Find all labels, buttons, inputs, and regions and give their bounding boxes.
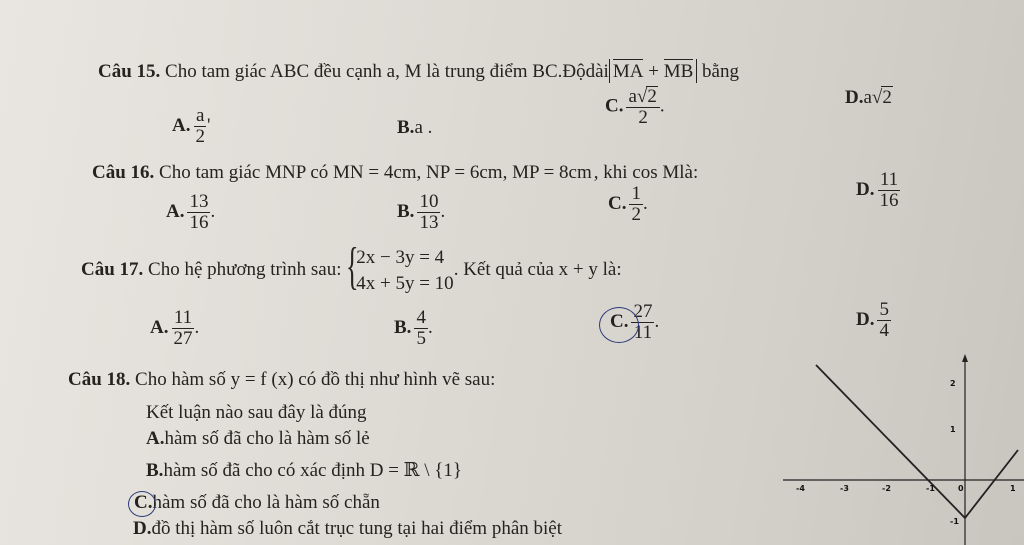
q18-prompt: Kết luận nào sau đây là đúng: [146, 402, 367, 423]
q15-option-a: [172, 106, 210, 147]
q17-eq2: 4x + 5y = 10: [356, 272, 454, 294]
q15-option-c: [605, 86, 665, 128]
q18-stem: [68, 369, 495, 391]
q17-stem-text: Cho hệ phương trình sau:: [148, 259, 342, 280]
q15-b-letter: B.: [397, 117, 415, 138]
q17-option-b: [394, 308, 433, 349]
q15-stem: [98, 59, 739, 83]
q18-function-graph: [778, 350, 1024, 545]
q16-c-den: 2: [631, 203, 641, 225]
q16-a-dot: .: [210, 200, 216, 222]
q17-b-fraction: [414, 308, 428, 349]
graph-x-tick-label: 1: [1010, 484, 1016, 493]
q16-b-num: 10: [419, 191, 439, 212]
q16-given: MN = 4cm, NP = 6cm, MP = 8cm: [333, 162, 592, 183]
q16-label: Câu 16.: [92, 162, 155, 183]
q17-b-dot: .: [427, 316, 433, 338]
q15-stem-text: Cho tam giác ABC đều cạnh a, M là trung điểm BC.Độdài: [165, 61, 609, 82]
q16-b-fraction: [417, 192, 440, 233]
graph-y-tick-label: 1: [950, 425, 956, 434]
q16-d-letter: D.: [856, 178, 875, 200]
q18-c-letter: C.: [134, 492, 153, 513]
q16-d-num: 11: [879, 169, 899, 190]
q15-vector-ma: MA: [612, 61, 644, 82]
q17-a-fraction: [171, 308, 194, 349]
q18-option-a: [146, 428, 370, 450]
q15-c-num-a: a: [628, 86, 637, 107]
q15-c-num-root: 2: [647, 86, 657, 107]
q17-a-den: 27: [173, 327, 193, 349]
q15-option-b: [397, 117, 432, 139]
q15-a-mark: ': [206, 114, 211, 136]
graph-function-curve: [816, 365, 1018, 518]
q17-d-den: 4: [879, 319, 889, 341]
q18-option-c: [134, 492, 380, 514]
q18-a-text: hàm số đã cho là hàm số lẻ: [164, 428, 370, 449]
graph-y-tick-label: 2: [950, 379, 956, 388]
q17-d-letter: D.: [856, 308, 875, 330]
q17-option-a: [150, 308, 199, 349]
q16-option-c: [608, 184, 648, 225]
graph-x-tick-label: -3: [840, 484, 849, 493]
q18-b-letter: B.: [146, 460, 164, 481]
q18-answer-circle: [128, 491, 156, 517]
q15-a-fraction: [193, 106, 207, 147]
q17-eq1: 2x − 3y = 4: [356, 247, 445, 268]
q15-a-num: a: [196, 105, 205, 126]
q17-system: [346, 238, 454, 296]
q17-c-dot: .: [654, 310, 660, 332]
q17-b-den: 5: [416, 327, 426, 349]
graph-x-tick-label: -4: [796, 484, 805, 493]
q16-a-den: 16: [189, 211, 209, 233]
q15-plus: +: [648, 61, 659, 82]
q18-b-text: hàm số đã cho có xác định D = ℝ \ {1}: [163, 460, 462, 481]
q16-b-dot: .: [440, 200, 446, 222]
q17-a-letter: A.: [150, 316, 169, 338]
q16-c-fraction: [629, 184, 643, 225]
q15-option-d: D.a√2: [845, 87, 892, 108]
q16-c-dot: .: [642, 192, 648, 214]
q17-answer-circle: [599, 307, 639, 343]
q15-d-letter: D.: [845, 87, 864, 108]
q15-c-num: a√2: [626, 86, 659, 108]
graph-y-arrow: [962, 354, 968, 362]
q16-d-fraction: [877, 170, 900, 211]
q17-label: Câu 17.: [81, 259, 144, 280]
graph-x-tick-label: 0: [958, 484, 964, 493]
q18-d-letter: D.: [133, 518, 152, 539]
q16-stem: Câu 16. Cho tam giác MNP có MN = 4cm, NP = 6cm, MP = 8cm , khi cos Mlà:: [92, 162, 699, 183]
q16-d-den: 16: [879, 189, 899, 211]
q17-d-fraction: [877, 300, 891, 341]
q15-d-root: 2: [882, 87, 892, 108]
q17-brace: {: [346, 238, 359, 295]
q17-c-letter: C.: [610, 310, 629, 332]
q16-b-den: 13: [419, 211, 439, 233]
q18-label: Câu 18.: [68, 369, 131, 390]
q18-d-text: đồ thị hàm số luôn cắt trục tung tại hai điểm phân biệt: [151, 518, 563, 539]
q18-option-d: [133, 518, 562, 540]
q15-a-letter: A.: [172, 114, 191, 136]
q15-label: Câu 15.: [98, 61, 161, 82]
q16-a-fraction: [187, 192, 210, 233]
q18-stem-text: Cho hàm số y = f (x) có đồ thị như hình vẽ sau:: [135, 369, 496, 390]
q16-option-d: [856, 170, 900, 211]
q16-option-a: [166, 192, 215, 233]
q17-c-num: 27: [633, 301, 653, 322]
q15-vector-mb: MB: [663, 61, 694, 82]
q16-b-letter: B.: [397, 200, 415, 222]
q18-option-b: [146, 459, 462, 482]
q15-c-fraction: [626, 86, 659, 128]
graph-x-tick-label: -2: [882, 484, 891, 493]
q15-c-den: 2: [638, 106, 648, 128]
q16-a-letter: A.: [166, 200, 185, 222]
q16-a-num: 13: [189, 191, 209, 212]
graph-x-tick-label: -1: [926, 484, 935, 493]
q16-stem-text: Cho tam giác MNP có: [159, 162, 329, 183]
q17-b-num: 4: [416, 307, 426, 328]
q15-vector-sum: [609, 59, 697, 83]
q16-c-letter: C.: [608, 192, 627, 214]
q18-c-text: hàm số đã cho là hàm số chẵn: [152, 492, 380, 513]
q18-a-letter: A.: [146, 428, 165, 449]
q15-a-den: 2: [195, 125, 205, 147]
q15-d-a: a: [863, 87, 872, 108]
q16-end: khi cos Mlà:: [603, 162, 699, 183]
q15-b-text: a .: [414, 117, 433, 138]
graph-y-tick-label: -1: [950, 517, 959, 526]
q15-c-letter: C.: [605, 95, 624, 117]
q17-b-letter: B.: [394, 316, 412, 338]
q16-option-b: [397, 192, 445, 233]
q17-end: . Kết quả của x + y là:: [453, 259, 622, 280]
q15-end: bằng: [702, 61, 739, 82]
q16-c-num: 1: [631, 183, 641, 204]
q17-d-num: 5: [879, 299, 889, 320]
q15-c-dot: .: [659, 95, 665, 117]
graph-x-ticks: [796, 484, 1016, 493]
q17-stem: [81, 238, 622, 296]
q17-option-d: [856, 300, 891, 341]
q17-a-dot: .: [194, 316, 200, 338]
q17-c-den: 11: [633, 321, 653, 343]
q17-a-num: 11: [173, 307, 193, 328]
